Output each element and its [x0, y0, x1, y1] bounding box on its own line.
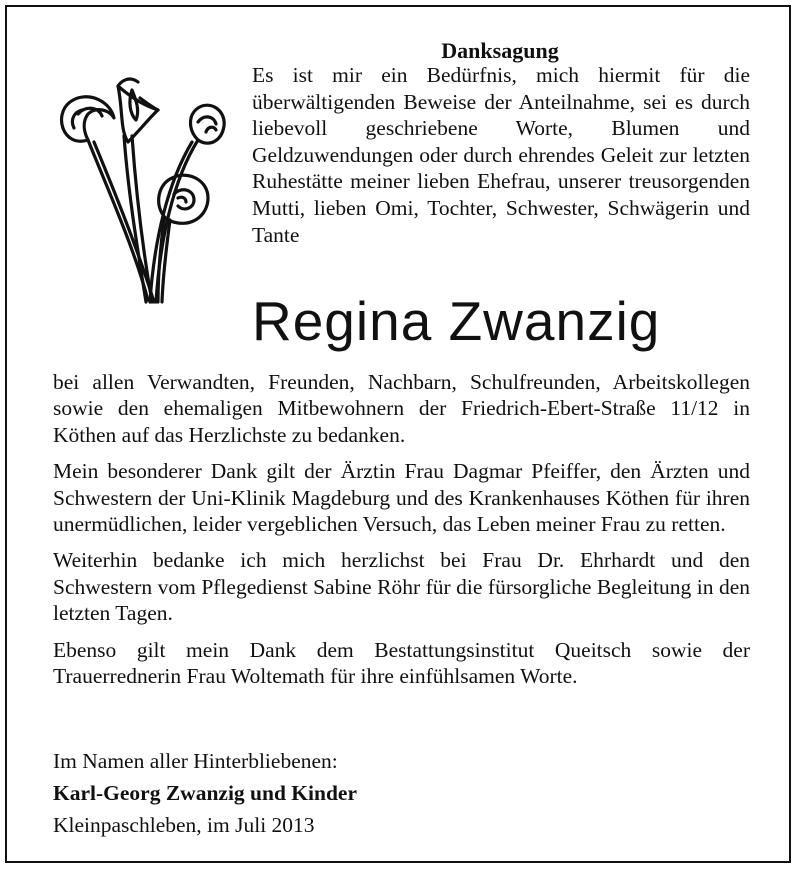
thanks-body [53, 369, 750, 699]
closing-block [53, 745, 750, 841]
thanks-paragraph-funeral: Ebenso gilt mein Dank dem Bestattungsinstitut Queitsch sowie der Trauerrednerin Frau Woltemath für ihre einfühlsamen Worte. [53, 637, 750, 689]
thanks-paragraph-relatives: bei allen Verwandten, Freunden, Nachbarn, Schulfreunden, Arbeitskollegen sowie den ehemaligen Mitbewohnern der Friedrich-Ebert-Straße 11/12 in Köthen auf das Herzlichste zu bedanken. [53, 370, 750, 447]
deceased-name: Regina Zwanzig [252, 290, 661, 352]
closing-line: Im Namen aller Hinterbliebenen: [53, 749, 338, 773]
heading-danksagung: Danksagung [441, 38, 559, 63]
signer-name: Karl-Georg Zwanzig und Kinder [53, 781, 357, 805]
place-date: Kleinpaschleben, im Juli 2013 [53, 813, 315, 837]
calla-lily-bouquet-icon [48, 70, 228, 315]
intro-paragraph: Es ist mir ein Bedürfnis, mich hiermit für die überwältigenden Beweise der Anteilnahme, sei es durch liebevoll geschriebene Worte, Blumen und Geldzuwendungen oder durch ehrendes Geleit zur letzten Ruhestätte meiner lieben Ehefrau, unserer treusorgenden Mutti, lieben Omi, Tochter, Schwester, Schwägerin und Tante [252, 63, 750, 247]
thanks-paragraph-care: Weiterhin bedanke ich mich herzlichst bei Frau Dr. Ehrhardt und den Schwestern vom Pflegedienst Sabine Röhr für die fürsorgliche Begleitung in den letzten Tagen. [53, 548, 750, 626]
thanks-paragraph-doctors: Mein besonderer Dank gilt der Ärztin Frau Dagmar Pfeiffer, den Ärzten und Schwestern der Uni-Klinik Magdeburg und des Krankenhauses Köthen für ihren unermüdlichen, leider vergeblichen Versuch, das Leben meiner Frau zu retten. [53, 459, 750, 537]
